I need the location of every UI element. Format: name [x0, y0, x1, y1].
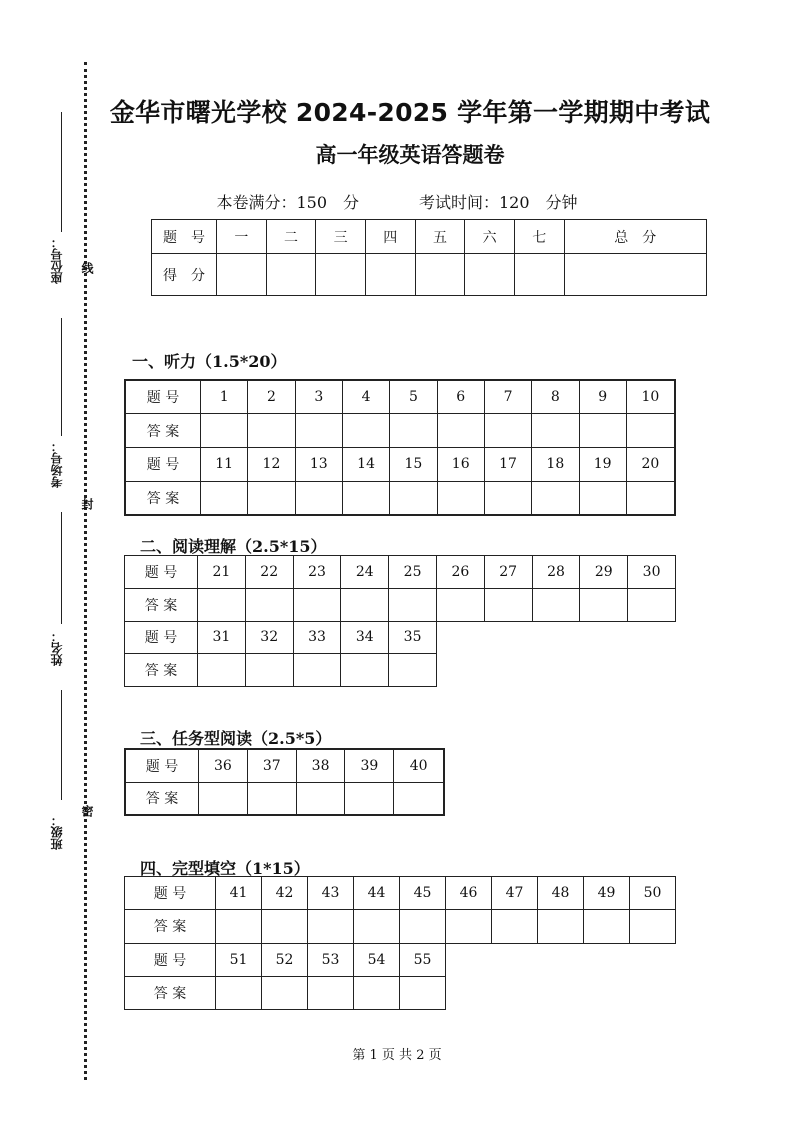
question-number: 55: [400, 943, 446, 976]
answer-cell[interactable]: [400, 910, 446, 943]
section-4-title: 四、完型填空（1*15）: [140, 859, 310, 878]
answer-cell[interactable]: [248, 414, 295, 448]
answer-cell[interactable]: [484, 481, 531, 515]
answer-cell[interactable]: [584, 910, 630, 943]
answer-label: 答 案: [125, 481, 201, 515]
score-cell[interactable]: [316, 254, 366, 296]
question-number: 51: [216, 943, 262, 976]
question-number: 45: [400, 877, 446, 910]
question-number: 38: [296, 749, 345, 782]
empty-cell: [538, 976, 584, 1009]
answer-row: [125, 414, 675, 448]
answer-cell[interactable]: [245, 588, 293, 621]
binding-dotted-line: [84, 62, 87, 1080]
empty-cell: [436, 621, 484, 654]
answer-cell[interactable]: [532, 588, 580, 621]
empty-cell: [484, 621, 532, 654]
answer-cell[interactable]: [216, 976, 262, 1009]
score-col-header: 六: [465, 220, 515, 254]
answer-cell[interactable]: [628, 588, 676, 621]
question-number-row: [125, 380, 675, 414]
question-number: 21: [198, 556, 246, 589]
answer-cell[interactable]: [390, 414, 437, 448]
empty-cell: [580, 621, 628, 654]
question-number: 9: [579, 380, 626, 414]
question-number: 53: [308, 943, 354, 976]
answer-cell[interactable]: [293, 588, 341, 621]
question-number: 30: [628, 556, 676, 589]
seal-feng-char: 封: [80, 498, 94, 510]
empty-cell: [532, 654, 580, 687]
exam-time: 考试时间：120 分钟: [419, 193, 578, 212]
question-number-label: 题 号: [125, 943, 216, 976]
exam-room-line: [61, 318, 62, 436]
question-number: 10: [626, 380, 675, 414]
question-number: 11: [201, 448, 248, 482]
score-cell[interactable]: [465, 254, 515, 296]
score-cell[interactable]: [266, 254, 316, 296]
question-number: 3: [295, 380, 342, 414]
score-col-header: 一: [217, 220, 267, 254]
question-number: 47: [492, 877, 538, 910]
empty-cell: [484, 654, 532, 687]
empty-cell: [628, 621, 676, 654]
class-label: 班级：: [50, 814, 64, 850]
answer-cell[interactable]: [308, 976, 354, 1009]
question-number: 52: [262, 943, 308, 976]
question-number: 35: [389, 621, 437, 654]
empty-cell: [538, 943, 584, 976]
answer-label: 答 案: [125, 976, 216, 1009]
question-number: 50: [630, 877, 676, 910]
answer-cell[interactable]: [295, 481, 342, 515]
score-cell[interactable]: [514, 254, 564, 296]
question-number: 24: [341, 556, 389, 589]
answer-cell[interactable]: [626, 414, 675, 448]
question-number: 14: [342, 448, 389, 482]
score-cell[interactable]: [564, 254, 706, 296]
answer-label: 答 案: [125, 654, 198, 687]
section-1-table: [124, 379, 676, 516]
question-number: 5: [390, 380, 437, 414]
empty-cell: [630, 943, 676, 976]
answer-cell[interactable]: [198, 654, 246, 687]
score-col-header: 总 分: [564, 220, 706, 254]
question-number: 41: [216, 877, 262, 910]
exam-info: [0, 190, 794, 213]
question-number-label: 题 号: [125, 556, 198, 589]
question-number: 49: [584, 877, 630, 910]
answer-cell[interactable]: [389, 588, 437, 621]
question-number-label: 题 号: [125, 448, 201, 482]
answer-cell[interactable]: [630, 910, 676, 943]
question-number: 27: [484, 556, 532, 589]
exam-title: 金华市曙光学校 2024-2025 学年第一学期期中考试: [109, 98, 711, 127]
empty-cell: [584, 943, 630, 976]
answer-cell[interactable]: [579, 414, 626, 448]
question-number: 4: [342, 380, 389, 414]
answer-cell[interactable]: [532, 481, 579, 515]
answer-cell[interactable]: [293, 654, 341, 687]
answer-cell[interactable]: [342, 414, 389, 448]
answer-cell[interactable]: [245, 654, 293, 687]
question-number-label: 题 号: [125, 380, 201, 414]
question-number: 34: [341, 621, 389, 654]
answer-row: [125, 588, 676, 621]
answer-label: 答 案: [125, 414, 201, 448]
question-number: 8: [532, 380, 579, 414]
answer-cell[interactable]: [201, 414, 248, 448]
question-number: 46: [446, 877, 492, 910]
empty-cell: [630, 976, 676, 1009]
answer-row: [125, 481, 675, 515]
score-cell[interactable]: [365, 254, 415, 296]
answer-label: 答 案: [125, 782, 199, 815]
full-score: 本卷满分：150 分: [216, 193, 359, 212]
question-number: 39: [345, 749, 394, 782]
question-number: 40: [394, 749, 444, 782]
question-number-label: 题 号: [125, 621, 198, 654]
answer-row: [125, 782, 444, 815]
question-number-row: [125, 556, 676, 589]
score-table: [151, 219, 707, 296]
class-line: [61, 690, 62, 800]
question-number: 19: [579, 448, 626, 482]
answer-cell[interactable]: [199, 782, 248, 815]
section-2-title: 二、阅读理解（2.5*15）: [140, 537, 327, 556]
empty-cell: [584, 976, 630, 1009]
answer-cell[interactable]: [341, 588, 389, 621]
answer-cell[interactable]: [201, 481, 248, 515]
score-row-header: 题 号: [152, 220, 217, 254]
answer-cell[interactable]: [626, 481, 675, 515]
question-number: 20: [626, 448, 675, 482]
question-number: 22: [245, 556, 293, 589]
answer-cell[interactable]: [446, 910, 492, 943]
seat-number-line: [61, 112, 62, 232]
answer-cell[interactable]: [341, 654, 389, 687]
answer-label: 答 案: [125, 588, 198, 621]
question-number-label: 题 号: [125, 877, 216, 910]
question-number: 42: [262, 877, 308, 910]
question-number: 28: [532, 556, 580, 589]
score-cell[interactable]: [415, 254, 465, 296]
answer-cell[interactable]: [579, 481, 626, 515]
question-number-row: [125, 448, 675, 482]
question-number-row: [125, 877, 676, 910]
question-number: 7: [484, 380, 531, 414]
question-number: 31: [198, 621, 246, 654]
section-3-table: [124, 748, 445, 816]
answer-row: [125, 976, 676, 1009]
answer-cell[interactable]: [342, 481, 389, 515]
section-3-title: 三、任务型阅读（2.5*5）: [140, 729, 332, 748]
name-label: 姓名：: [50, 630, 64, 666]
question-number: 2: [248, 380, 295, 414]
exam-subtitle: 高一年级英语答题卷: [315, 143, 505, 167]
question-number-row: [125, 621, 676, 654]
question-number-label: 题 号: [125, 749, 199, 782]
question-number: 15: [390, 448, 437, 482]
empty-cell: [446, 976, 492, 1009]
question-number: 48: [538, 877, 584, 910]
question-number: 33: [293, 621, 341, 654]
question-number: 12: [248, 448, 295, 482]
answer-cell[interactable]: [296, 782, 345, 815]
question-number: 6: [437, 380, 484, 414]
answer-cell[interactable]: [248, 481, 295, 515]
question-number: 43: [308, 877, 354, 910]
answer-cell[interactable]: [538, 910, 584, 943]
empty-cell: [436, 654, 484, 687]
empty-cell: [628, 654, 676, 687]
answer-cell[interactable]: [354, 976, 400, 1009]
section-4-table: [124, 876, 676, 1010]
question-number: 36: [199, 749, 248, 782]
exam-room-label: 考场号：: [50, 440, 64, 488]
question-number: 18: [532, 448, 579, 482]
answer-cell[interactable]: [390, 481, 437, 515]
answer-cell[interactable]: [532, 414, 579, 448]
answer-cell[interactable]: [308, 910, 354, 943]
question-number: 17: [484, 448, 531, 482]
page-footer: 第 1 页 共 2 页: [352, 1048, 442, 1063]
answer-cell[interactable]: [492, 910, 538, 943]
answer-cell[interactable]: [437, 414, 484, 448]
question-number: 23: [293, 556, 341, 589]
question-number-row: [125, 943, 676, 976]
answer-cell[interactable]: [484, 588, 532, 621]
answer-cell[interactable]: [295, 414, 342, 448]
answer-cell[interactable]: [484, 414, 531, 448]
answer-cell[interactable]: [580, 588, 628, 621]
empty-cell: [492, 943, 538, 976]
question-number-row: [125, 749, 444, 782]
seat-number-label: 座位号：: [50, 236, 64, 284]
empty-cell: [532, 621, 580, 654]
empty-cell: [446, 943, 492, 976]
empty-cell: [580, 654, 628, 687]
name-line: [61, 512, 62, 624]
answer-cell[interactable]: [400, 976, 446, 1009]
question-number: 37: [247, 749, 296, 782]
question-number: 54: [354, 943, 400, 976]
answer-cell[interactable]: [262, 910, 308, 943]
question-number: 16: [437, 448, 484, 482]
answer-cell[interactable]: [247, 782, 296, 815]
answer-cell[interactable]: [436, 588, 484, 621]
answer-row: [125, 654, 676, 687]
question-number: 44: [354, 877, 400, 910]
seal-mi-char: 密: [80, 805, 94, 817]
seal-line-char: 线: [80, 262, 94, 274]
answer-cell[interactable]: [216, 910, 262, 943]
answer-cell[interactable]: [345, 782, 394, 815]
score-col-header: 二: [266, 220, 316, 254]
answer-cell[interactable]: [389, 654, 437, 687]
score-col-header: 五: [415, 220, 465, 254]
answer-cell[interactable]: [437, 481, 484, 515]
answer-cell[interactable]: [198, 588, 246, 621]
question-number: 25: [389, 556, 437, 589]
score-col-header: 三: [316, 220, 366, 254]
question-number: 13: [295, 448, 342, 482]
score-col-header: 四: [365, 220, 415, 254]
answer-label: 答 案: [125, 910, 216, 943]
question-number: 1: [201, 380, 248, 414]
question-number: 32: [245, 621, 293, 654]
section-1-title: 一、听力（1.5*20）: [132, 352, 287, 371]
empty-cell: [492, 976, 538, 1009]
answer-cell[interactable]: [394, 782, 444, 815]
answer-cell[interactable]: [354, 910, 400, 943]
score-col-header: 七: [514, 220, 564, 254]
question-number: 26: [436, 556, 484, 589]
score-row-label: 得 分: [152, 254, 217, 296]
answer-row: [125, 910, 676, 943]
answer-cell[interactable]: [262, 976, 308, 1009]
score-cell[interactable]: [217, 254, 267, 296]
question-number: 29: [580, 556, 628, 589]
section-2-table: [124, 555, 676, 687]
